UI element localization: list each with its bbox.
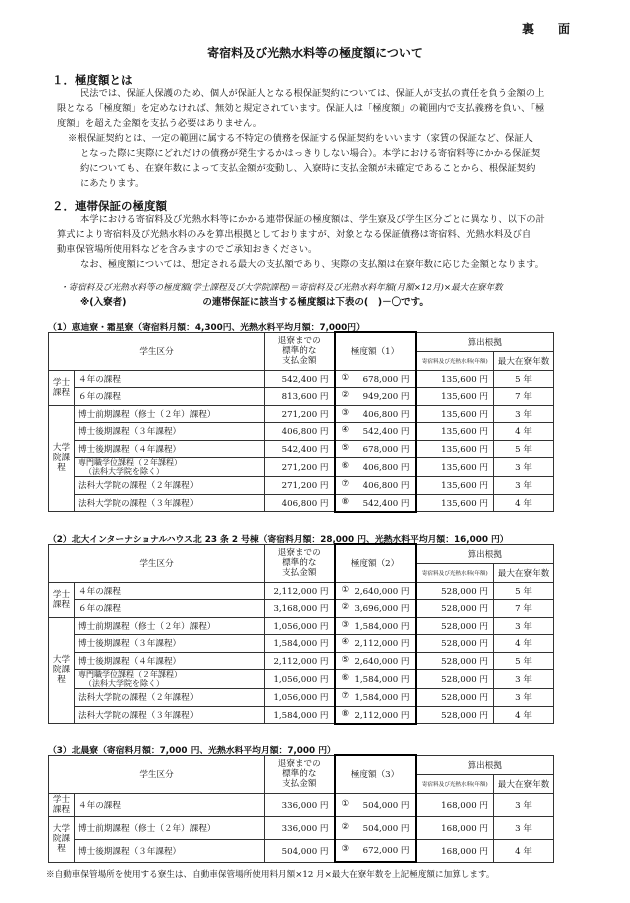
limit-amount: ② 504,000 円 bbox=[335, 816, 416, 839]
table-row bbox=[49, 670, 554, 689]
group-label: 大学 院課 程 bbox=[49, 816, 75, 862]
course-name: 法科大学院の課程（３年課程） bbox=[75, 494, 265, 512]
standard-payment: 542,400 円 bbox=[265, 440, 335, 458]
limit-amount: ⑥ 406,800 円 bbox=[335, 458, 416, 477]
max-years: 5 年 bbox=[494, 440, 554, 458]
annual-fee: 528,000 円 bbox=[416, 600, 494, 618]
footnote: ※自動車保管場所を使用する寮生は、自動車保管場所使用料月額×12 月×最大在寮年数を上記極度額に加算します。 bbox=[46, 870, 495, 880]
course-name: ４年の課程 bbox=[75, 370, 265, 388]
max-years: 5 年 bbox=[494, 370, 554, 388]
course-name: ６年の課程 bbox=[75, 388, 265, 406]
standard-payment: 2,112,000 円 bbox=[265, 582, 335, 600]
course-name: 博士後期課程（３年課程） bbox=[75, 839, 265, 862]
annual-fee: 135,600 円 bbox=[416, 370, 494, 388]
section1-note: ※根保証契約とは、一定の範囲に属する不特定の債務を保証する保証契約をいいます（家賃の保証など、保証人 となった際に実際にどれだけの債務が発生するかはっきりしない場合）。本学における寄宿料等にかかる保証契 約についても、在寮年数によって支払金額が変動し、入寮時に支払金額が未確定であることから、根保証契約 にあたります。 bbox=[68, 133, 541, 189]
limit-amount: ⑦ 406,800 円 bbox=[335, 477, 416, 495]
side-label: 裏 面 bbox=[521, 22, 576, 36]
course-name: 博士後期課程（３年課程） bbox=[75, 423, 265, 441]
standard-payment: 2,112,000 円 bbox=[265, 652, 335, 670]
course-name: 博士後期課程（３年課程） bbox=[75, 635, 265, 653]
max-years: 5 年 bbox=[494, 652, 554, 670]
group-label: 学士 課程 bbox=[49, 582, 75, 617]
table-row bbox=[49, 652, 554, 670]
table-row bbox=[49, 458, 554, 477]
max-years: 3 年 bbox=[494, 405, 554, 423]
table-row bbox=[49, 689, 554, 707]
annual-fee: 135,600 円 bbox=[416, 458, 494, 477]
header-max-years: 最大在寮年数 bbox=[494, 774, 554, 793]
limit-amount: ① 2,640,000 円 bbox=[335, 582, 416, 600]
limit-amount: ① 504,000 円 bbox=[335, 793, 416, 816]
table-row bbox=[49, 477, 554, 495]
standard-payment: 504,000 円 bbox=[265, 839, 335, 862]
header-student-category: 学生区分 bbox=[49, 332, 265, 370]
annual-fee: 528,000 円 bbox=[416, 652, 494, 670]
table-caption: （2）北大インターナショナルハウス北 23 条 2 号棟（寄宿料月額：28,000 円、光熱水料平均月額：16,000 円） bbox=[48, 535, 509, 545]
section1-heading: １．極度額とは bbox=[52, 73, 133, 87]
standard-payment: 271,200 円 bbox=[265, 477, 335, 495]
header-annual-fee: 寄宿料及び光熱水料(年額) bbox=[416, 774, 494, 793]
header-standard-payment: 退寮までの 標準的な 支払金額 bbox=[265, 755, 335, 793]
table-row bbox=[49, 388, 554, 406]
course-name: 博士前期課程（修士（２年）課程） bbox=[75, 617, 265, 635]
standard-payment: 271,200 円 bbox=[265, 458, 335, 477]
table-row bbox=[49, 617, 554, 635]
section2-paragraph2: なお、極度額については、想定される最大の支払額であり、実際の支払額は在寮年数に応じた金額となります。 bbox=[80, 259, 544, 270]
table-row bbox=[49, 600, 554, 618]
limit-table bbox=[48, 543, 554, 725]
max-years: 3 年 bbox=[494, 816, 554, 839]
page-title: 寄宿料及び光熱水料等の極度額について bbox=[207, 46, 423, 60]
annual-fee: 135,600 円 bbox=[416, 494, 494, 512]
annual-fee: 168,000 円 bbox=[416, 839, 494, 862]
max-years: 5 年 bbox=[494, 582, 554, 600]
group-label: 大学 院課 程 bbox=[49, 405, 75, 512]
max-years: 7 年 bbox=[494, 388, 554, 406]
header-limit-amount: 極度額（2） bbox=[335, 544, 416, 582]
header-standard-payment: 退寮までの 標準的な 支払金額 bbox=[265, 332, 335, 370]
max-years: 3 年 bbox=[494, 477, 554, 495]
standard-payment: 406,800 円 bbox=[265, 494, 335, 512]
limit-amount: ⑤ 2,640,000 円 bbox=[335, 652, 416, 670]
header-student-category: 学生区分 bbox=[49, 755, 265, 793]
table-row bbox=[49, 635, 554, 653]
course-name: 法科大学院の課程（３年課程） bbox=[75, 706, 265, 724]
annual-fee: 168,000 円 bbox=[416, 793, 494, 816]
course-name: ６年の課程 bbox=[75, 600, 265, 618]
table-row bbox=[49, 494, 554, 512]
max-years: 4 年 bbox=[494, 706, 554, 724]
max-years: 7 年 bbox=[494, 600, 554, 618]
max-years: 4 年 bbox=[494, 635, 554, 653]
max-years: 4 年 bbox=[494, 839, 554, 862]
limit-amount: ⑥ 1,584,000 円 bbox=[335, 670, 416, 689]
course-name: 法科大学院の課程（２年課程） bbox=[75, 477, 265, 495]
standard-payment: 271,200 円 bbox=[265, 405, 335, 423]
standard-payment: 1,056,000 円 bbox=[265, 617, 335, 635]
annual-fee: 528,000 円 bbox=[416, 670, 494, 689]
header-standard-payment: 退寮までの 標準的な 支払金額 bbox=[265, 544, 335, 582]
section1-paragraph1-cont: 限となる「極度額」を定めなければ、無効と規定されています。保証人は「極度額」の範囲内で支払義務を負い、「極 度額」を超えた金額を支払う必要はありません。 bbox=[57, 103, 545, 129]
header-student-category: 学生区分 bbox=[49, 544, 265, 582]
table-row bbox=[49, 405, 554, 423]
header-calculation-basis: 算出根拠 bbox=[416, 332, 554, 351]
annual-fee: 528,000 円 bbox=[416, 617, 494, 635]
limit-amount: ① 678,000 円 bbox=[335, 370, 416, 388]
header-annual-fee: 寄宿料及び光熱水料(年額) bbox=[416, 351, 494, 370]
annual-fee: 528,000 円 bbox=[416, 582, 494, 600]
limit-amount: ② 3,696,000 円 bbox=[335, 600, 416, 618]
limit-amount: ③ 406,800 円 bbox=[335, 405, 416, 423]
max-years: 3 年 bbox=[494, 458, 554, 477]
standard-payment: 813,600 円 bbox=[265, 388, 335, 406]
standard-payment: 406,800 円 bbox=[265, 423, 335, 441]
section2-paragraph1-cont: 算式により寄宿料及び光熱水料のみを算出根拠としておりますが、対象となる保証債務は寄宿料、光熱水料及び自 動車保管場所使用料などを含みますのでご承知おきください。 bbox=[57, 229, 532, 255]
course-name: 専門職学位課程（２年課程） （法科大学院を除く） bbox=[75, 458, 265, 477]
header-calculation-basis: 算出根拠 bbox=[416, 755, 554, 774]
limit-amount: ⑤ 678,000 円 bbox=[335, 440, 416, 458]
standard-payment: 336,000 円 bbox=[265, 816, 335, 839]
header-limit-amount: 極度額（1） bbox=[335, 332, 416, 370]
standard-payment: 542,400 円 bbox=[265, 370, 335, 388]
standard-payment: 3,168,000 円 bbox=[265, 600, 335, 618]
standard-payment: 1,056,000 円 bbox=[265, 689, 335, 707]
header-max-years: 最大在寮年数 bbox=[494, 351, 554, 370]
limit-amount: ⑦ 1,584,000 円 bbox=[335, 689, 416, 707]
course-name: ４年の課程 bbox=[75, 582, 265, 600]
max-years: 4 年 bbox=[494, 494, 554, 512]
limit-table bbox=[48, 331, 554, 513]
section2-heading: ２．連帯保証の極度額 bbox=[52, 199, 167, 213]
section1-paragraph1: 民法では、保証人保護のため、個人が保証人となる根保証契約については、保証人が支払の責任を負う金額の上 bbox=[80, 88, 545, 99]
course-name: 法科大学院の課程（２年課程） bbox=[75, 689, 265, 707]
table-caption: （3）北晨寮（寄宿料月額：7,000 円、光熱水料平均月額：7,000 円） bbox=[48, 746, 336, 756]
annual-fee: 135,600 円 bbox=[416, 440, 494, 458]
header-annual-fee: 寄宿料及び光熱水料(年額) bbox=[416, 563, 494, 582]
annual-fee: 135,600 円 bbox=[416, 405, 494, 423]
section2-paragraph1: 本学における寄宿料及び光熱水料等にかかる連帯保証の極度額は、学生寮及び学生区分ごとに異なり、以下の計 bbox=[80, 214, 545, 225]
formula: ・寄宿料及び光熱水料等の極度額(学士課程及び大学院課程)＝寄宿料及び光熱水料年額(月額×12月)×最大在寮年数 bbox=[60, 283, 503, 293]
course-name: 博士後期課程（４年課程） bbox=[75, 440, 265, 458]
group-label: 学士 課程 bbox=[49, 370, 75, 405]
standard-payment: 1,056,000 円 bbox=[265, 670, 335, 689]
max-years: 3 年 bbox=[494, 793, 554, 816]
limit-amount: ② 949,200 円 bbox=[335, 388, 416, 406]
table-row bbox=[49, 793, 554, 816]
annual-fee: 135,600 円 bbox=[416, 388, 494, 406]
annual-fee: 168,000 円 bbox=[416, 816, 494, 839]
max-years: 3 年 bbox=[494, 670, 554, 689]
standard-payment: 1,584,000 円 bbox=[265, 635, 335, 653]
limit-amount: ⑧ 542,400 円 bbox=[335, 494, 416, 512]
limit-amount: ⑧ 2,112,000 円 bbox=[335, 706, 416, 724]
course-name: 博士前期課程（修士（２年）課程） bbox=[75, 816, 265, 839]
applicable-note: ※(入寮者) の連帯保証に該当する極度額は下表の( )－〇です。 bbox=[80, 297, 429, 308]
header-calculation-basis: 算出根拠 bbox=[416, 544, 554, 563]
group-label: 大学 院課 程 bbox=[49, 617, 75, 724]
annual-fee: 135,600 円 bbox=[416, 477, 494, 495]
max-years: 4 年 bbox=[494, 423, 554, 441]
standard-payment: 1,584,000 円 bbox=[265, 706, 335, 724]
header-max-years: 最大在寮年数 bbox=[494, 563, 554, 582]
table-caption: （1）恵迪寮・霜星寮（寄宿料月額：4,300円、光熱水料平均月額：7,000円） bbox=[48, 323, 365, 333]
table-row bbox=[49, 582, 554, 600]
standard-payment: 336,000 円 bbox=[265, 793, 335, 816]
table-row bbox=[49, 370, 554, 388]
course-name: 博士後期課程（４年課程） bbox=[75, 652, 265, 670]
course-name: 博士前期課程（修士（２年）課程） bbox=[75, 405, 265, 423]
table-row bbox=[49, 816, 554, 839]
table-row bbox=[49, 440, 554, 458]
annual-fee: 528,000 円 bbox=[416, 635, 494, 653]
table-row bbox=[49, 423, 554, 441]
limit-amount: ④ 2,112,000 円 bbox=[335, 635, 416, 653]
limit-table bbox=[48, 754, 554, 863]
course-name: 専門職学位課程（２年課程） （法科大学院を除く） bbox=[75, 670, 265, 689]
limit-amount: ③ 1,584,000 円 bbox=[335, 617, 416, 635]
max-years: 3 年 bbox=[494, 689, 554, 707]
header-limit-amount: 極度額（3） bbox=[335, 755, 416, 793]
limit-amount: ③ 672,000 円 bbox=[335, 839, 416, 862]
course-name: ４年の課程 bbox=[75, 793, 265, 816]
annual-fee: 528,000 円 bbox=[416, 706, 494, 724]
table-row bbox=[49, 706, 554, 724]
table-row bbox=[49, 839, 554, 862]
annual-fee: 135,600 円 bbox=[416, 423, 494, 441]
max-years: 3 年 bbox=[494, 617, 554, 635]
group-label: 学士 課程 bbox=[49, 793, 75, 816]
annual-fee: 528,000 円 bbox=[416, 689, 494, 707]
limit-amount: ④ 542,400 円 bbox=[335, 423, 416, 441]
